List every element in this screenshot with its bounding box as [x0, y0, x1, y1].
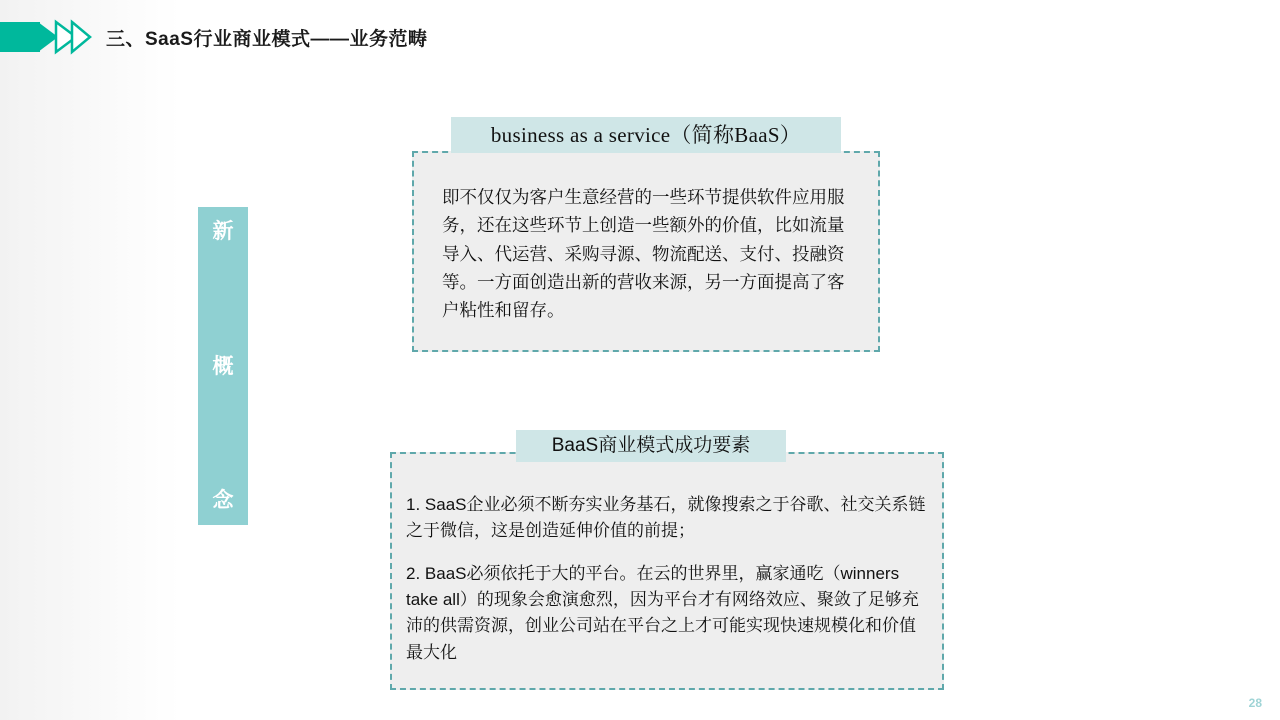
side-label-char-3: 念	[212, 489, 234, 512]
factor-paragraph-2: 2. BaaS必须依托于大的平台。在云的世界里，赢家通吃（winners take all）的现象会愈演愈烈，因为平台才有网络效应、聚敛了足够充沛的供需资源，创业公司站在平台之上才可能实现快速规模化和价值最大化	[406, 563, 919, 662]
factor-paragraph-1: 1. SaaS企业必须不断夯实业务基石，就像搜索之于谷歌、社交关系链之于微信，这是创造延伸价值的前提；	[406, 495, 926, 541]
background-band	[0, 0, 180, 720]
baas-definition-title: business as a service（简称BaaS）	[451, 117, 841, 153]
slide-header	[0, 16, 427, 58]
page-number: 28	[1248, 696, 1262, 710]
baas-success-factors-card	[390, 452, 944, 690]
page-title: 三、SaaS行业商业模式——业务范畴	[106, 28, 428, 50]
baas-success-factors-title: BaaS商业模式成功要素	[516, 430, 786, 462]
side-label-char-1: 新	[212, 220, 234, 243]
baas-definition-card	[412, 151, 880, 352]
baas-definition-text: 即不仅仅为客户生意经营的一些环节提供软件应用服务，还在这些环节上创造一些额外的价值，比如流量导入、代运营、采购寻源、物流配送、支付、投融资等。一方面创造出新的营收来源，另一方面提高了客户粘性和留存。	[442, 187, 845, 321]
side-label-char-2: 概	[212, 354, 234, 378]
double-chevron-right-icon	[0, 16, 92, 58]
baas-success-factors-text	[392, 454, 942, 666]
side-label-new-concept	[198, 207, 248, 525]
